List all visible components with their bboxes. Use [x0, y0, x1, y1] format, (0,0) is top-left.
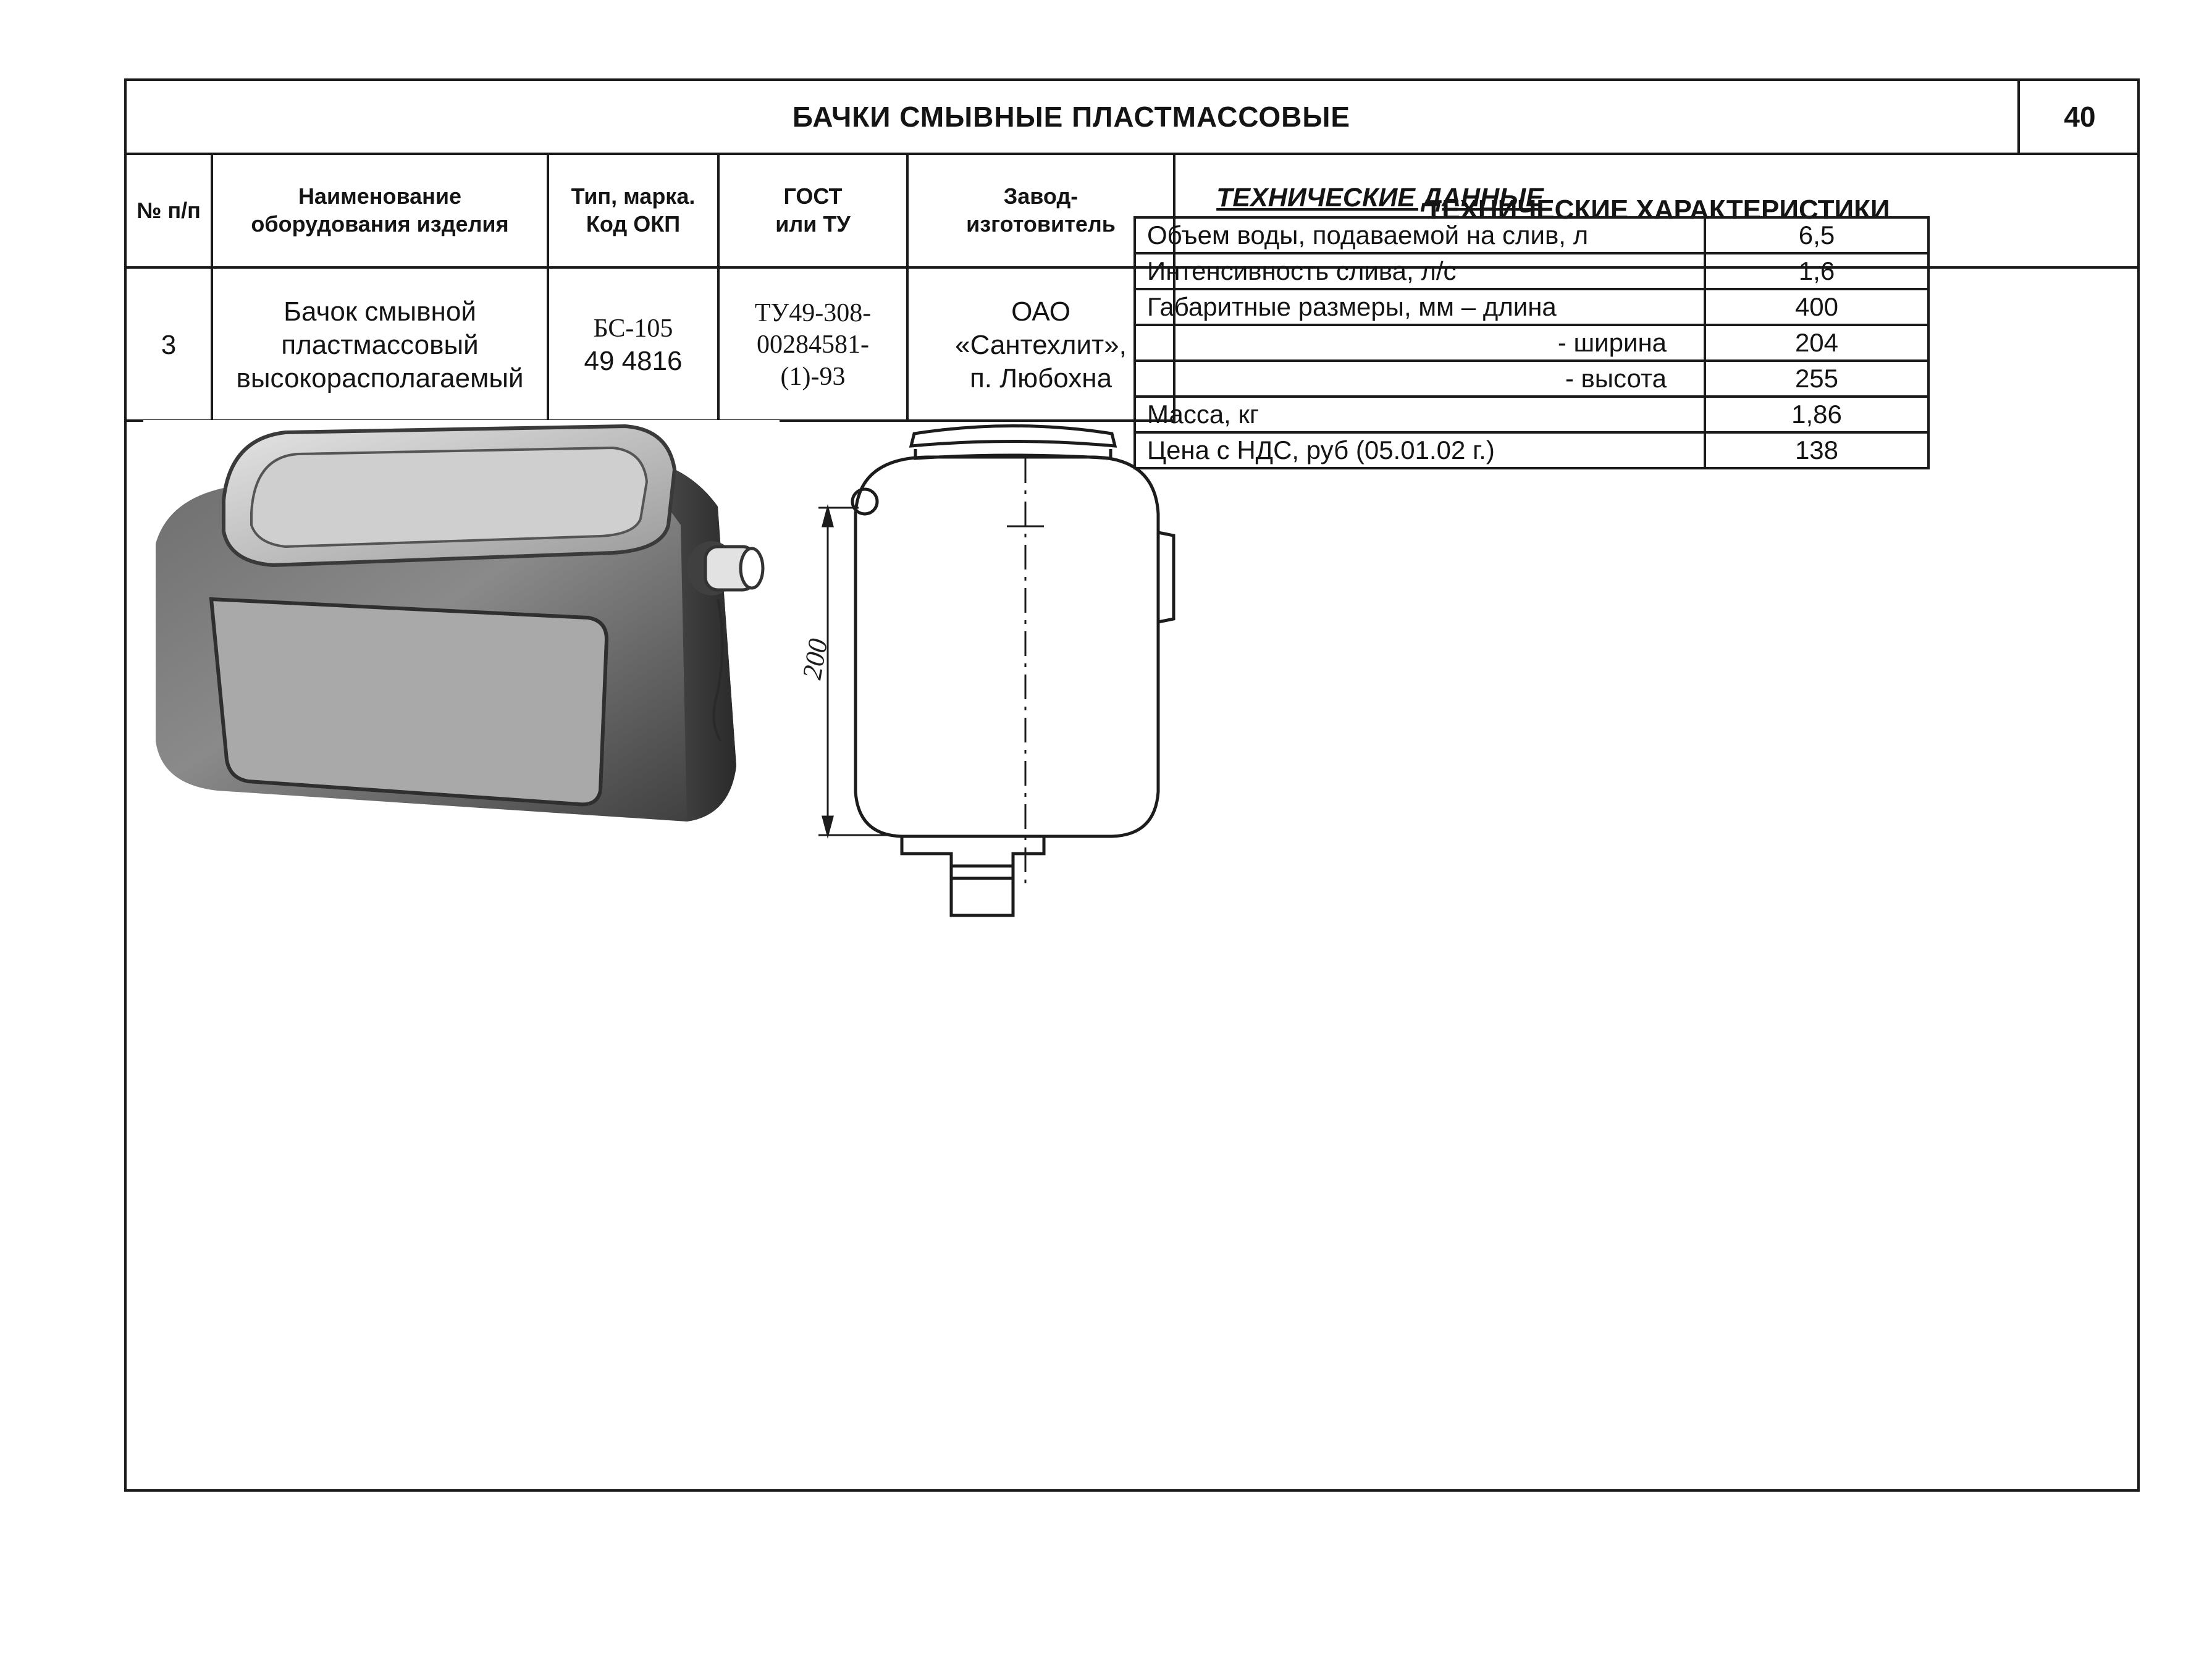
page-number: 40 [2017, 81, 2140, 153]
tech-data-title: ТЕХНИЧЕСКИЕ ДАННЫЕ [1216, 183, 1544, 212]
item-gost [720, 269, 909, 422]
header-name: Наименование оборудования изделия [213, 153, 549, 267]
cistern-front-panel [211, 599, 607, 804]
item-type-okp: 49 4816 [584, 345, 683, 376]
item-maker-line: «Сантехлит», [955, 330, 1127, 361]
tech-data-row [1135, 325, 1928, 361]
dimension-label: 200 [796, 636, 834, 682]
item-gost-line: 00284581- [757, 330, 869, 359]
header-tech: ТЕХНИЧЕСКИЕ ХАРАКТЕРИСТИКИ [1425, 195, 1890, 225]
drawing-side-tab [1158, 532, 1174, 622]
tech-data-label: Цена с НДС, руб (05.01.02 г.) [1135, 432, 1705, 468]
item-gost-line: (1)-93 [780, 362, 846, 391]
item-type [549, 269, 720, 422]
tech-data-row [1135, 253, 1928, 289]
tech-data-value: 138 [1705, 432, 1928, 468]
tech-data-label: Объем воды, подаваемой на слив, л [1135, 217, 1705, 253]
item-name [213, 269, 549, 422]
tech-data-row [1135, 397, 1928, 432]
item-name-line: пластмассовый [281, 330, 479, 361]
dimension-arrow-bottom [823, 817, 833, 835]
item-maker-line: ОАО [1011, 296, 1070, 327]
tech-data-table [1133, 216, 1930, 469]
tech-data-value: 1,86 [1705, 397, 1928, 432]
page-title: БАЧКИ СМЫВНЫЕ ПЛАСТМАССОВЫЕ [792, 101, 1351, 133]
tech-data-value: 6,5 [1705, 217, 1928, 253]
dimension-arrow-top [823, 508, 833, 526]
item-num: 3 [127, 269, 213, 422]
tech-data-row [1135, 432, 1928, 468]
item-name-line: Бачок смывной [284, 296, 476, 327]
drawing-body [856, 457, 1158, 836]
tech-data-row [1135, 289, 1928, 325]
item-gost-line: ТУ49-308- [754, 299, 872, 328]
tech-data-value: 204 [1705, 325, 1928, 361]
tech-data-value: 255 [1705, 361, 1928, 397]
cistern-photo [143, 420, 780, 840]
drawing-flange [911, 426, 1115, 447]
header-gost: ГОСТ или ТУ [720, 153, 909, 267]
tech-data-label: - высота [1135, 361, 1705, 397]
cistern-nozzle-end [741, 548, 763, 588]
cistern-drawing [796, 421, 1223, 934]
tech-data-label: Масса, кг [1135, 397, 1705, 432]
tech-data-row [1135, 217, 1928, 253]
tech-data-label: Интенсивность слива, л/с [1135, 253, 1705, 289]
item-name-line: высокорасполагаемый [236, 363, 524, 393]
tech-data-value: 1,6 [1705, 253, 1928, 289]
tech-data-label: - ширина [1135, 325, 1705, 361]
title-row [127, 81, 2140, 155]
header-num: № п/п [127, 153, 213, 267]
tech-data-value: 400 [1705, 289, 1928, 325]
tech-data-label: Габаритные размеры, мм – длина [1135, 289, 1705, 325]
item-type-mark: БС-105 [593, 314, 673, 343]
tech-data-row [1135, 361, 1928, 397]
item-maker-line: п. Любохна [969, 363, 1112, 393]
cistern-lid-inner [251, 448, 647, 547]
header-type: Тип, марка. Код ОКП [549, 153, 720, 267]
drawing-outlet-threads [951, 866, 1013, 878]
drawing-outlet [902, 836, 1044, 915]
header-maker: Завод- изготовитель [909, 153, 1175, 267]
